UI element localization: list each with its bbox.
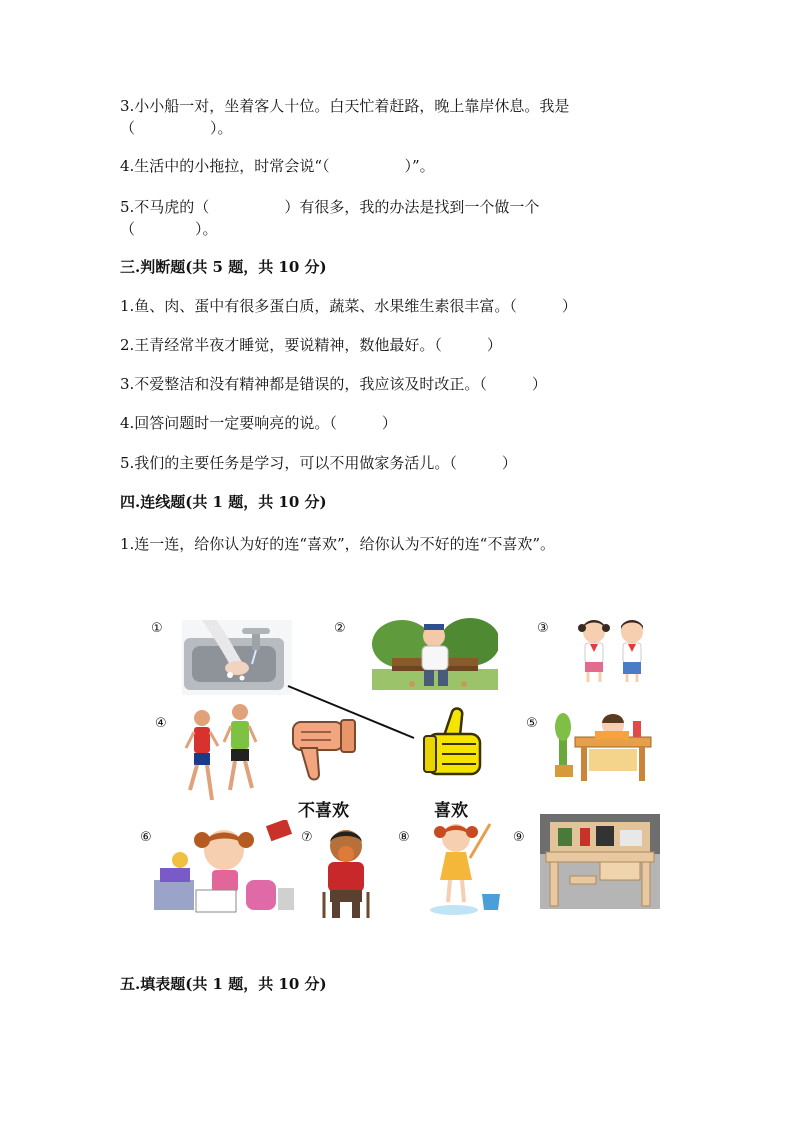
connecting-line xyxy=(280,680,420,742)
pic-number-1: ① xyxy=(151,621,163,636)
judge-item-1: 1.鱼、肉、蛋中有很多蛋白质，蔬菜、水果维生素很丰富。（ ） xyxy=(120,297,577,315)
pic-number-9: ⑨ xyxy=(513,830,525,845)
like-label: 喜欢 xyxy=(434,801,468,821)
pic-number-3: ③ xyxy=(537,621,549,636)
question-5-line-1: 5.不马虎的（ ）有很多，我的办法是找到一个做一个 xyxy=(120,198,540,216)
judge-item-5: 5.我们的主要任务是学习，可以不用做家务活儿。（ ） xyxy=(120,454,517,472)
girl-mopping-picture xyxy=(424,818,504,916)
pic-number-8: ⑧ xyxy=(398,830,410,845)
children-saluting-picture xyxy=(572,618,654,684)
pic-number-4: ④ xyxy=(155,716,167,731)
boy-eating-picture xyxy=(318,826,374,918)
tidy-desk-picture xyxy=(540,814,660,909)
thumbs-up-icon xyxy=(422,706,488,778)
pic-number-6: ⑥ xyxy=(140,830,152,845)
pic-number-2: ② xyxy=(334,621,346,636)
question-3-line-2: （ ）。 xyxy=(120,119,233,137)
judge-item-4: 4.回答问题时一定要响亮的说。（ ） xyxy=(120,414,397,432)
judge-item-3: 3.不爱整洁和没有精神都是错误的，我应该及时改正。（ ） xyxy=(120,375,547,393)
match-question: 1.连一连，给你认为好的连“喜欢”，给你认为不好的连“不喜欢”。 xyxy=(120,535,555,553)
question-3-line-1: 3.小小船一对，坐着客人十位。白天忙着赶路，晚上靠岸休息。我是 xyxy=(120,97,570,115)
pic-number-7: ⑦ xyxy=(301,830,313,845)
pic-number-5: ⑤ xyxy=(526,716,538,731)
table-heading: 五.填表题(共 1 题，共 10 分) xyxy=(120,975,327,993)
dislike-label: 不喜欢 xyxy=(298,801,349,821)
question-4: 4.生活中的小拖拉，时常会说“（ ）”。 xyxy=(120,157,435,175)
washing-hands-picture xyxy=(182,620,292,695)
match-heading: 四.连线题(共 1 题，共 10 分) xyxy=(120,493,327,511)
judge-heading: 三.判断题(共 5 题，共 10 分) xyxy=(120,258,327,276)
question-5-line-2: （ ）。 xyxy=(120,220,218,238)
man-on-bench-picture xyxy=(372,614,498,690)
messy-girl-picture xyxy=(150,820,296,916)
child-at-desk-picture xyxy=(555,707,653,785)
runners-picture xyxy=(180,704,262,806)
judge-item-2: 2.王青经常半夜才睡觉，要说精神，数他最好。（ ） xyxy=(120,336,502,354)
